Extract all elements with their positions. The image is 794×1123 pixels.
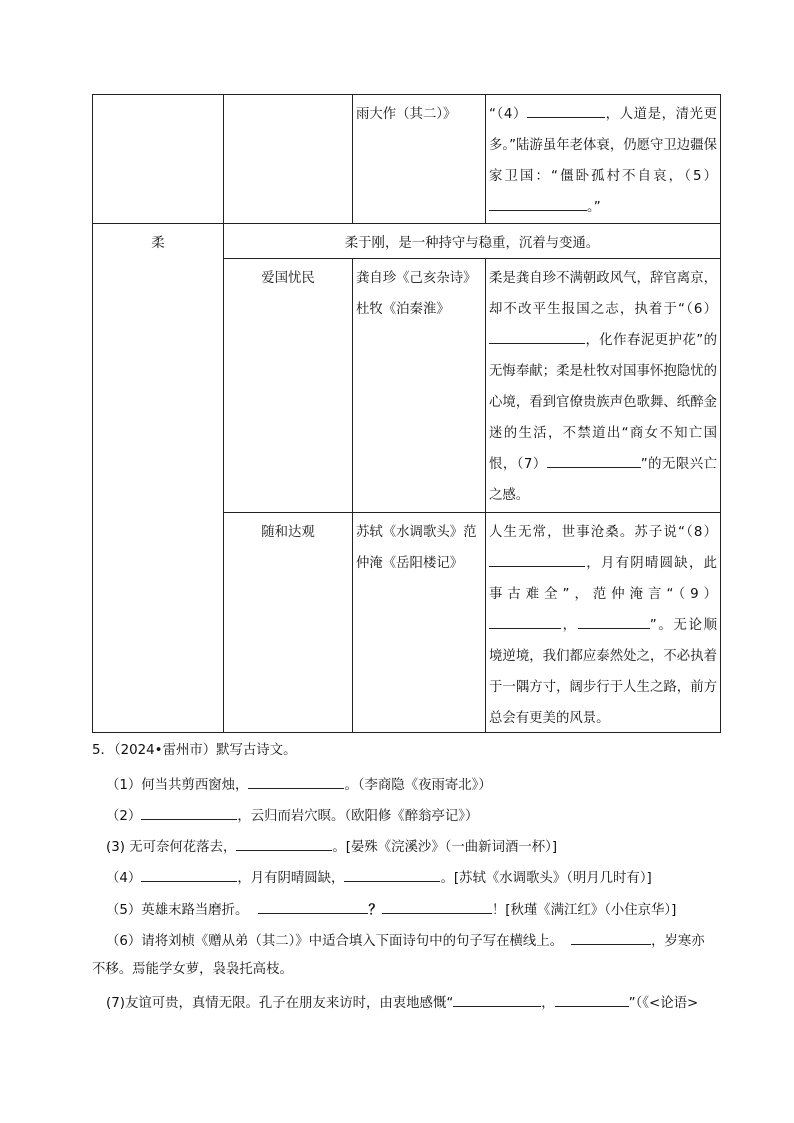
poems-text: 苏轼《水调歌头》范仲淹《岳阳楼记》 bbox=[356, 525, 477, 571]
section-summary: 柔于刚，是一种持守与稳重，沉着与变通。 bbox=[344, 236, 600, 251]
answer-blank[interactable] bbox=[344, 866, 440, 882]
answer-blank-8[interactable] bbox=[489, 551, 585, 567]
poems-cell bbox=[353, 513, 486, 733]
table-cell bbox=[93, 95, 224, 224]
poem-title-text: 雨大作（其二）》 bbox=[356, 107, 457, 122]
table-cell bbox=[353, 95, 486, 224]
description-cell: 柔是龚自珍不满朝政风气，辞官离京，却不改平生报国之志，执着于“（6），化作春泥更护花”的无悔奉献；柔是杜牧对国事怀抱隐忧的心境，看到官僚贵族声色歌舞、纸醉金迷的生活，不禁道出“商女不知亡国恨，（7） ”的无限兴亡之感。 bbox=[486, 259, 721, 513]
answer-blank[interactable] bbox=[453, 991, 541, 1007]
poem-title-cell bbox=[353, 95, 485, 130]
description-cell: “（4） ，人道是，清光更多。”陆游虽年老体衰，仍愿守卫边疆保家卫国：“僵卧孤村不自哀，（5）。” bbox=[486, 95, 720, 223]
question-5-item-2: （2） ，云归而岩穴暝。（欧阳修《醉翁亭记》） bbox=[106, 804, 794, 827]
question-5-item-6: （6）请将刘桢《赠从弟（其二）》中适合填入下面诗句中的句子写在横线上。 ，岁寒亦 bbox=[106, 929, 794, 952]
theme-cell bbox=[224, 259, 353, 513]
poetry-theme-table bbox=[92, 94, 721, 733]
section-label-cell bbox=[93, 224, 224, 733]
section-label: 柔 bbox=[151, 236, 165, 251]
description-cell: 人生无常，世事沧桑。苏子说“（8），月有阴晴圆缺，此事古难全”，范仲淹言“（9）， ”。无论顺境逆境，我们都应泰然处之，不必执着于一隅方寸，阔步行于人生之路，前方总会有更美的风景。 bbox=[486, 513, 721, 733]
question-5-item-7: (7)友谊可贵，真情无限。孔子在朋友来访时，由衷地感慨“ ， ”（《<论语> bbox=[106, 991, 794, 1014]
answer-blank[interactable] bbox=[248, 773, 344, 789]
answer-blank[interactable] bbox=[141, 804, 237, 820]
answer-blank[interactable] bbox=[258, 898, 368, 914]
theme-cell bbox=[224, 513, 353, 733]
table-row bbox=[93, 224, 721, 259]
question-5-item-3: (3) 无可奈何花落去， 。[晏殊《浣溪沙》（一曲新词酒一杯）] bbox=[106, 835, 794, 858]
poems-text: 龚自珍《己亥杂诗》杜牧《泊秦淮》 bbox=[356, 271, 477, 317]
theme-label: 随和达观 bbox=[261, 525, 315, 540]
question-5-item-1: （1）何当共剪西窗烛， 。（李商隐《夜雨寄北》） bbox=[106, 773, 794, 796]
answer-blank[interactable] bbox=[571, 929, 651, 945]
theme-label: 爱国忧民 bbox=[261, 271, 315, 286]
answer-blank-4[interactable] bbox=[527, 102, 605, 118]
answer-blank-7[interactable] bbox=[547, 452, 641, 468]
answer-blank-6[interactable] bbox=[489, 328, 585, 344]
question-5-item-5: （5）英雄末路当磨折。 ？ ！[秋瑾《满江红》（小住京华）] bbox=[106, 898, 794, 921]
answer-blank-5[interactable] bbox=[489, 195, 587, 211]
section-summary-cell bbox=[224, 224, 721, 259]
answer-blank[interactable] bbox=[141, 866, 237, 882]
answer-blank-9a[interactable] bbox=[489, 613, 561, 629]
table-row bbox=[93, 95, 721, 224]
table-cell bbox=[486, 95, 721, 224]
question-5-item-4: （4） ，月有阴晴圆缺， 。[苏轼《水调歌头》（明月几时有）] bbox=[106, 866, 794, 889]
answer-blank[interactable] bbox=[555, 991, 629, 1007]
poems-cell bbox=[353, 259, 486, 513]
answer-blank[interactable] bbox=[236, 835, 332, 851]
answer-blank[interactable] bbox=[382, 898, 492, 914]
answer-blank-9b[interactable] bbox=[578, 613, 650, 629]
question-5-title: 5．（2024•雷州市）默写古诗文。 bbox=[92, 743, 297, 758]
table-cell bbox=[224, 95, 353, 224]
question-5-item-6-continued: 不移。焉能学女萝，袅袅托高枝。 bbox=[92, 962, 293, 977]
